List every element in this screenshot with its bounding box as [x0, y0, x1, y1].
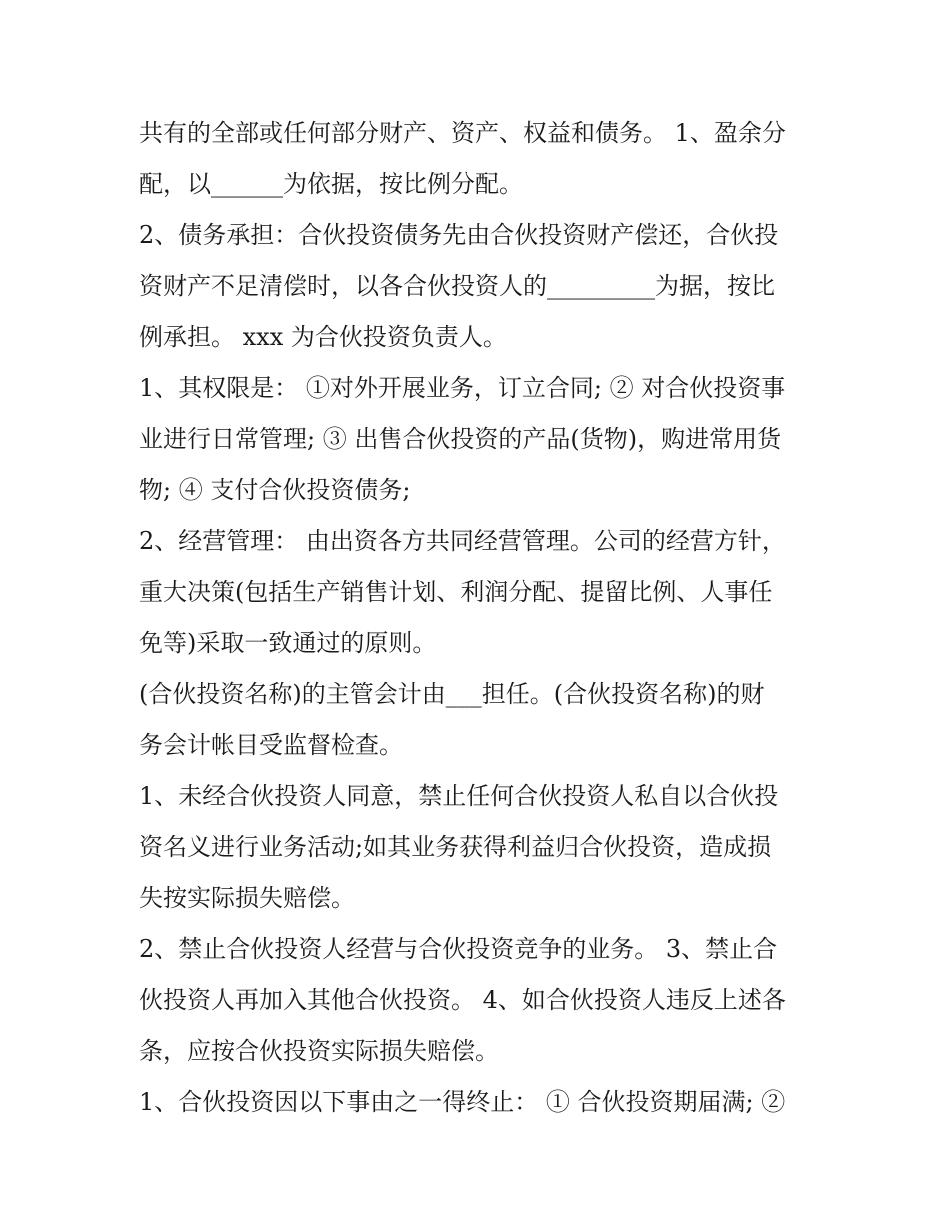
paragraph-debt-bearing	[139, 210, 811, 363]
text-line: 物; ④ 支付合伙投资债务;	[139, 476, 411, 504]
text-line: 2、经营管理： 由出资各方共同经营管理。公司的经营方针，	[139, 527, 786, 555]
paragraph-management	[139, 516, 811, 669]
text-line: 2、禁止合伙投资人经营与合伙投资竞争的业务。 3、禁止合	[139, 935, 778, 963]
text-line: 共有的全部或任何部分财产、资产、权益和债务。 1、盈余分	[139, 119, 786, 147]
text-line: 业进行日常管理; ③ 出售合伙投资的产品(货物)，购进常用货	[139, 425, 782, 453]
text-line: 1、未经合伙投资人同意，禁止任何合伙投资人私自以合伙投	[139, 782, 779, 810]
paragraph-asset-and-surplus	[139, 108, 811, 210]
paragraph-authority	[139, 363, 811, 516]
text-line: 失按实际损失赔偿。	[139, 884, 355, 912]
paragraph-prohibition-competition	[139, 924, 811, 1077]
text-line: 配，以______为依据，按比例分配。	[139, 170, 523, 198]
text-line: 伙投资人再加入其他合伙投资。 4、如合伙投资人违反上述各	[139, 986, 786, 1014]
text-line: 免等)采取一致通过的原则。	[139, 629, 437, 657]
paragraph-accounting	[139, 669, 811, 771]
text-line: 资名义进行业务活动;如其业务获得利益归合伙投资，造成损	[139, 833, 772, 861]
text-line: (合伙投资名称)的主管会计由___担任。(合伙投资名称)的财	[139, 680, 765, 708]
text-line: 资财产不足清偿时，以各合伙投资人的_________为据，按比	[139, 272, 775, 300]
paragraph-prohibition-private-business	[139, 771, 811, 924]
paragraph-termination	[139, 1077, 811, 1128]
text-line: 1、合伙投资因以下事由之一得终止： ① 合伙投资期届满; ②	[139, 1088, 786, 1116]
text-line: 例承担。 xxx 为合伙投资负责人。	[139, 323, 507, 351]
text-line: 条，应按合伙投资实际损失赔偿。	[139, 1037, 499, 1065]
document-body	[139, 108, 811, 1128]
text-line: 1、其权限是： ①对外开展业务，订立合同; ② 对合伙投资事	[139, 374, 786, 402]
text-line: 2、债务承担：合伙投资债务先由合伙投资财产偿还，合伙投	[139, 221, 779, 249]
text-line: 重大决策(包括生产销售计划、利润分配、提留比例、人事任	[139, 578, 773, 606]
text-line: 务会计帐目受监督检查。	[139, 731, 403, 759]
